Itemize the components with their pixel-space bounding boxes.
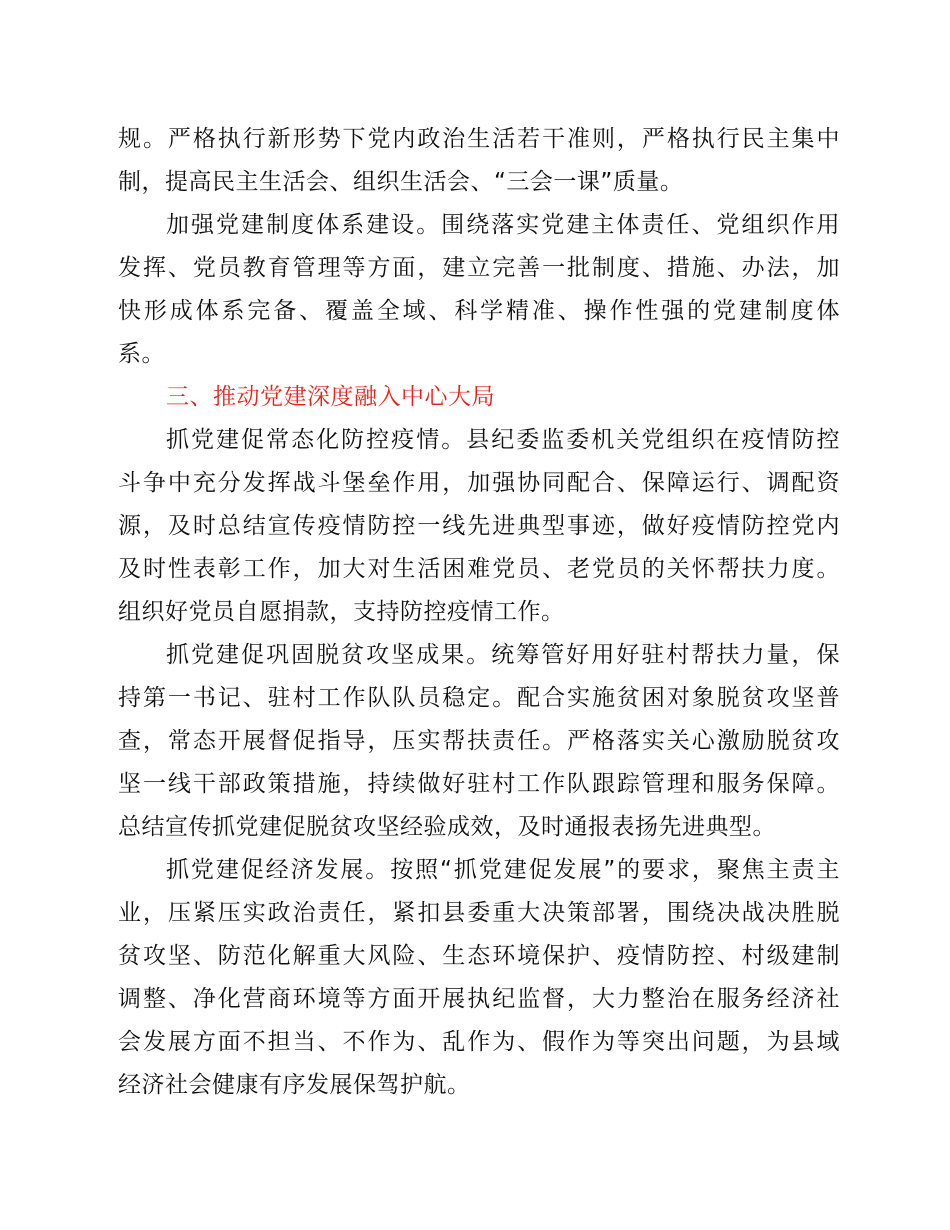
text-line: 会发展方面不担当、不作为、乱作为、假作为等突出问题，为县域	[118, 1029, 840, 1055]
text-line: 查，常态开展督促指导，压实帮扶责任。严格落实关心激励脱贫攻	[118, 728, 840, 754]
paragraph-start: 抓党建促常态化防控疫情。县纪委监委机关党组织在疫情防控	[166, 427, 840, 453]
paragraph-start: 抓党建促巩固脱贫攻坚成果。统筹管好用好驻村帮扶力量，保	[166, 642, 840, 668]
text-line: 持第一书记、驻村工作队队员稳定。配合实施贫困对象脱贫攻坚普	[118, 685, 840, 711]
document-page	[118, 118, 840, 1107]
text-line: 总结宣传抓党建促脱贫攻坚经验成效，及时通报表扬先进典型。	[118, 814, 776, 840]
text-line: 业，压紧压实政治责任，紧扣县委重大决策部署，围绕决战决胜脱	[118, 900, 840, 926]
text-line: 规。严格执行新形势下党内政治生活若干准则，严格执行民主集中	[118, 126, 840, 152]
text-line: 及时性表彰工作，加大对生活困难党员、老党员的关怀帮扶力度。	[118, 556, 840, 582]
text-line: 坚一线干部政策措施，持续做好驻村工作队跟踪管理和服务保障。	[118, 771, 840, 797]
text-line: 快形成体系完备、覆盖全域、科学精准、操作性强的党建制度体	[118, 298, 840, 324]
text-line: 组织好党员自愿捐款，支持防控疫情工作。	[118, 599, 565, 625]
text-line: 斗争中充分发挥战斗堡垒作用，加强协同配合、保障运行、调配资	[118, 470, 840, 496]
text-line: 经济社会健康有序发展保驾护航。	[118, 1072, 471, 1098]
text-line: 系。	[118, 341, 165, 367]
text-line: 源，及时总结宣传疫情防控一线先进典型事迹，做好疫情防控党内	[118, 513, 840, 539]
paragraph-start: 加强党建制度体系建设。围绕落实党建主体责任、党组织作用	[166, 212, 840, 238]
paragraph-start: 抓党建促经济发展。按照“抓党建促发展”的要求，聚焦主责主	[166, 857, 840, 883]
text-line: 发挥、党员教育管理等方面，建立完善一批制度、措施、办法，加	[118, 255, 840, 281]
section-heading: 三、推动党建深度融入中心大局	[166, 384, 495, 410]
text-line: 调整、净化营商环境等方面开展执纪监督，大力整治在服务经济社	[118, 986, 840, 1012]
text-line: 制，提高民主生活会、组织生活会、“三会一课”质量。	[118, 169, 684, 195]
text-line: 贫攻坚、防范化解重大风险、生态环境保护、疫情防控、村级建制	[118, 943, 840, 969]
